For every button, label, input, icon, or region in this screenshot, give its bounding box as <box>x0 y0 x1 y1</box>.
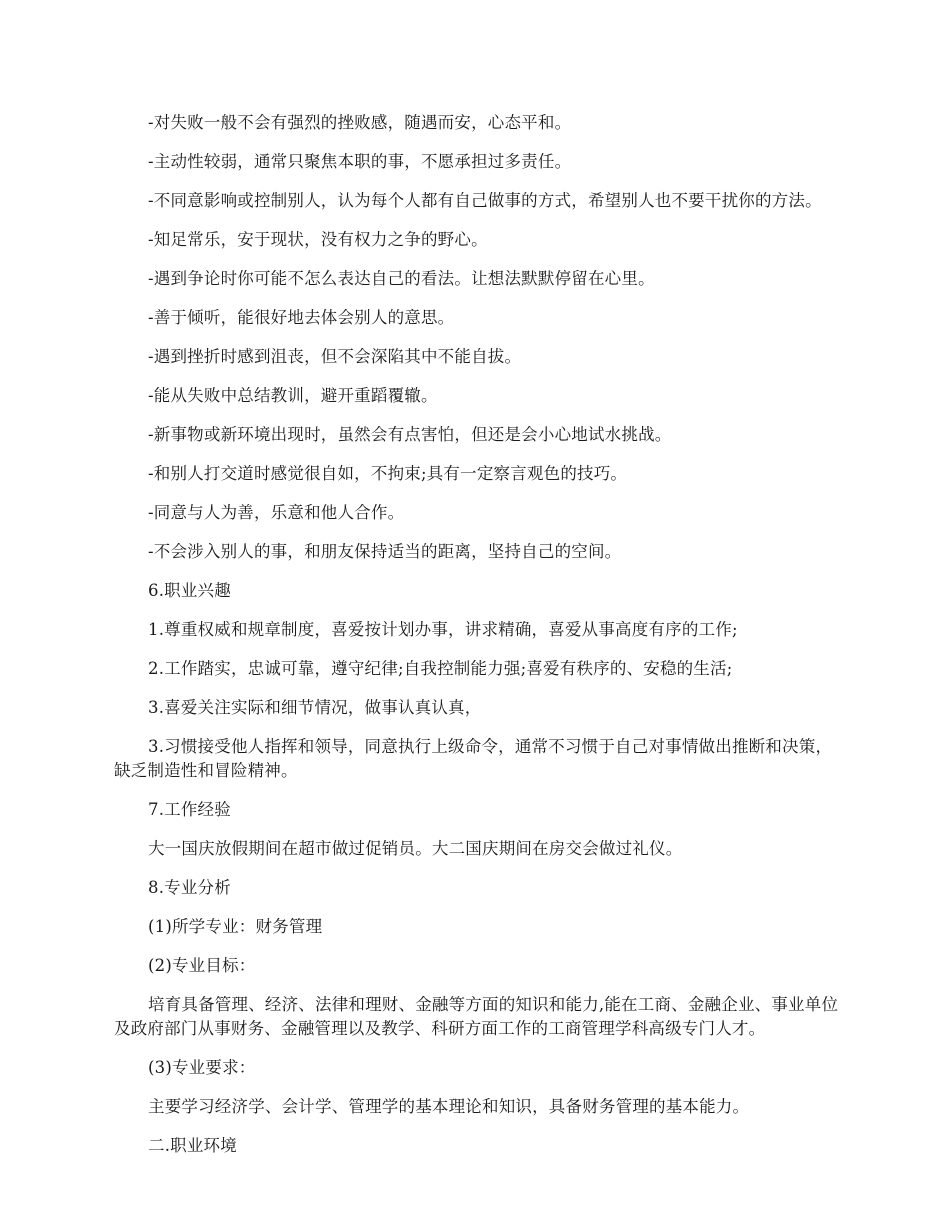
paragraph: 主要学习经济学、会计学、管理学的基本理论和知识，具备财务管理的基本能力。 <box>148 1097 750 1116</box>
paragraph: 培育具备管理、经济、法律和理财、金融等方面的知识和能力,能在工商、金融企业、事业单位及政府部门从事财务、金融管理以及教学、科研方面工作的工商管理学科高级专门人才。 <box>114 995 839 1038</box>
paragraph: -能从失败中总结教训，避开重蹈覆辙。 <box>148 386 438 405</box>
paragraph: -善于倾听，能很好地去体会别人的意思。 <box>148 308 455 327</box>
list-item: 3.习惯接受他人指挥和领导，同意执行上级命令，通常不习惯于自己对事情做出推断和决策，缺乏制造性和冒险精神。 <box>114 737 833 780</box>
paragraph: -知足常乐，安于现状，没有权力之争的野心。 <box>148 230 488 249</box>
list-item: 1.尊重权威和规章制度，喜爱按计划办事，讲求精确，喜爱从事高度有序的工作; <box>148 620 738 639</box>
section-heading: 6.职业兴趣 <box>148 581 231 600</box>
sub-heading: (3)专业要求： <box>148 1058 256 1077</box>
paragraph: -遇到争论时你可能不怎么表达自己的看法。让想法默默停留在心里。 <box>148 269 655 288</box>
paragraph: 大一国庆放假期间在超市做过促销员。大二国庆期间在房交会做过礼仪。 <box>148 839 683 858</box>
paragraph: -不同意影响或控制别人，认为每个人都有自己做事的方式，希望别人也不要干扰你的方法。 <box>148 191 822 210</box>
paragraph: -主动性较弱，通常只聚焦本职的事，不愿承担过多责任。 <box>148 152 572 171</box>
paragraph: -新事物或新环境出现时，虽然会有点害怕，但还是会小心地试水挑战。 <box>148 425 672 444</box>
paragraph: -遇到挫折时感到沮丧，但不会深陷其中不能自拔。 <box>148 347 522 366</box>
sub-heading: (1)所学专业：财务管理 <box>148 917 323 936</box>
paragraph: -不会涉入别人的事，和朋友保持适当的距离，坚持自己的空间。 <box>148 542 622 561</box>
paragraph: -和别人打交道时感觉很自如，不拘束;具有一定察言观色的技巧。 <box>148 464 628 483</box>
list-item: 3.喜爱关注实际和细节情况，做事认真认真， <box>148 698 482 717</box>
paragraph: -对失败一般不会有强烈的挫败感，随遇而安，心态平和。 <box>148 113 572 132</box>
sub-heading: (2)专业目标： <box>148 956 256 975</box>
section-heading: 7.工作经验 <box>148 800 231 819</box>
list-item: 2.工作踏实，忠诚可靠，遵守纪律;自我控制能力强;喜爱有秩序的、安稳的生活; <box>148 659 733 678</box>
paragraph: -同意与人为善，乐意和他人合作。 <box>148 503 405 522</box>
section-heading: 二.职业环境 <box>148 1136 237 1155</box>
section-heading: 8.专业分析 <box>148 878 231 897</box>
